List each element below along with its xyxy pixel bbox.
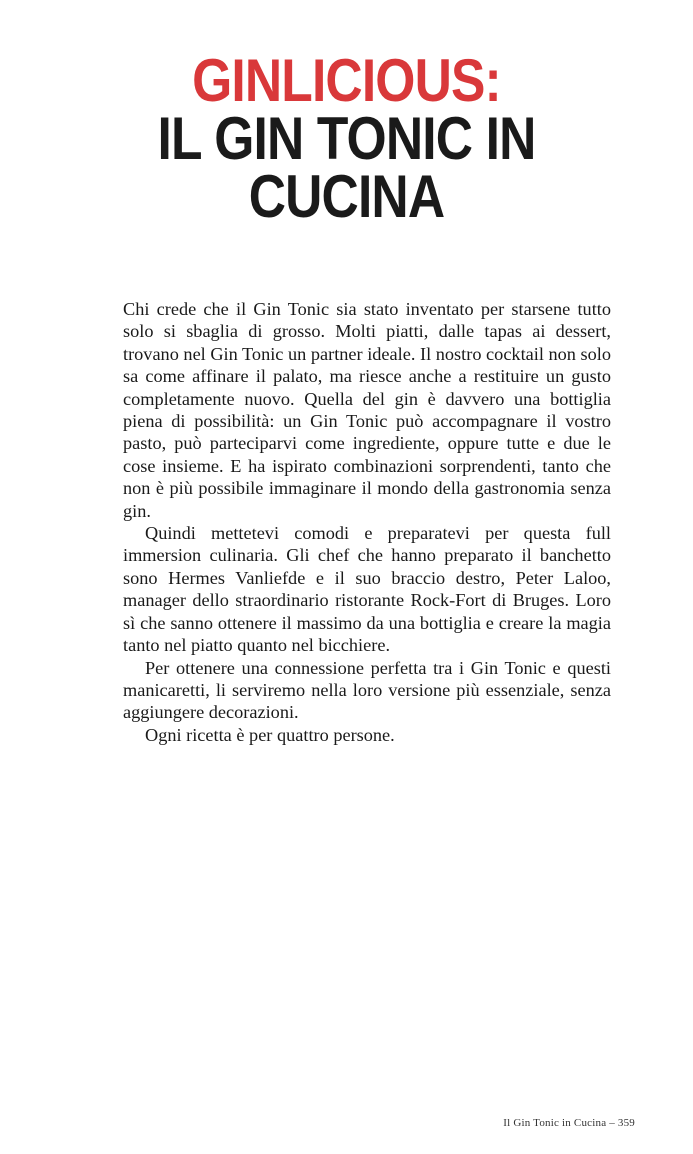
- paragraph-4: Ogni ricetta è per quattro persone.: [145, 724, 395, 745]
- paragraph-2: Quindi mettetevi comodi e preparatevi per questa full immersion culinaria. Gli chef che hanno preparato il banchetto sono Hermes Vanliefde e il suo braccio destro, Peter Laloo, manager dello straordinario ristorante Rock-Fort di Bruges. Loro sì che sanno ottenere il massimo da una bottiglia e creare la magia tanto nel piatto quanto nel bicchiere.: [123, 523, 611, 656]
- paragraph-1: Chi crede che il Gin Tonic sia stato inventato per starsene tutto solo si sbaglia di grosso. Molti piatti, dalle tapas ai dessert, trovano nel Gin Tonic un partner ideale. Il nostro cocktail non solo sa come affinare il palato, ma riesce anche a restituire un gusto completamente nuovo. Quella del gin è davvero una bottiglia piena di possibilità: un Gin Tonic può accompagnare il vostro pasto, può parteciparvi come ingrediente, oppure tutte e due le cose insieme. E ha ispirato combinazioni sorprendenti, tanto che non è più possibile immaginare il mondo della gastronomia senza gin.: [123, 299, 611, 521]
- chapter-title-line-2: IL GIN TONIC IN: [157, 105, 536, 172]
- running-footer: Il Gin Tonic in Cucina – 359: [503, 1117, 635, 1129]
- chapter-title-line-3: CUCINA: [248, 163, 445, 230]
- chapter-title-line-1: GINLICIOUS:: [192, 47, 501, 114]
- chapter-intro-text: [123, 298, 611, 746]
- paragraph-3: Per ottenere una connessione perfetta tra i Gin Tonic e questi manicaretti, li serviremo nella loro versione più essenziale, senza aggiungere decorazioni.: [123, 657, 611, 723]
- chapter-title: [0, 47, 693, 230]
